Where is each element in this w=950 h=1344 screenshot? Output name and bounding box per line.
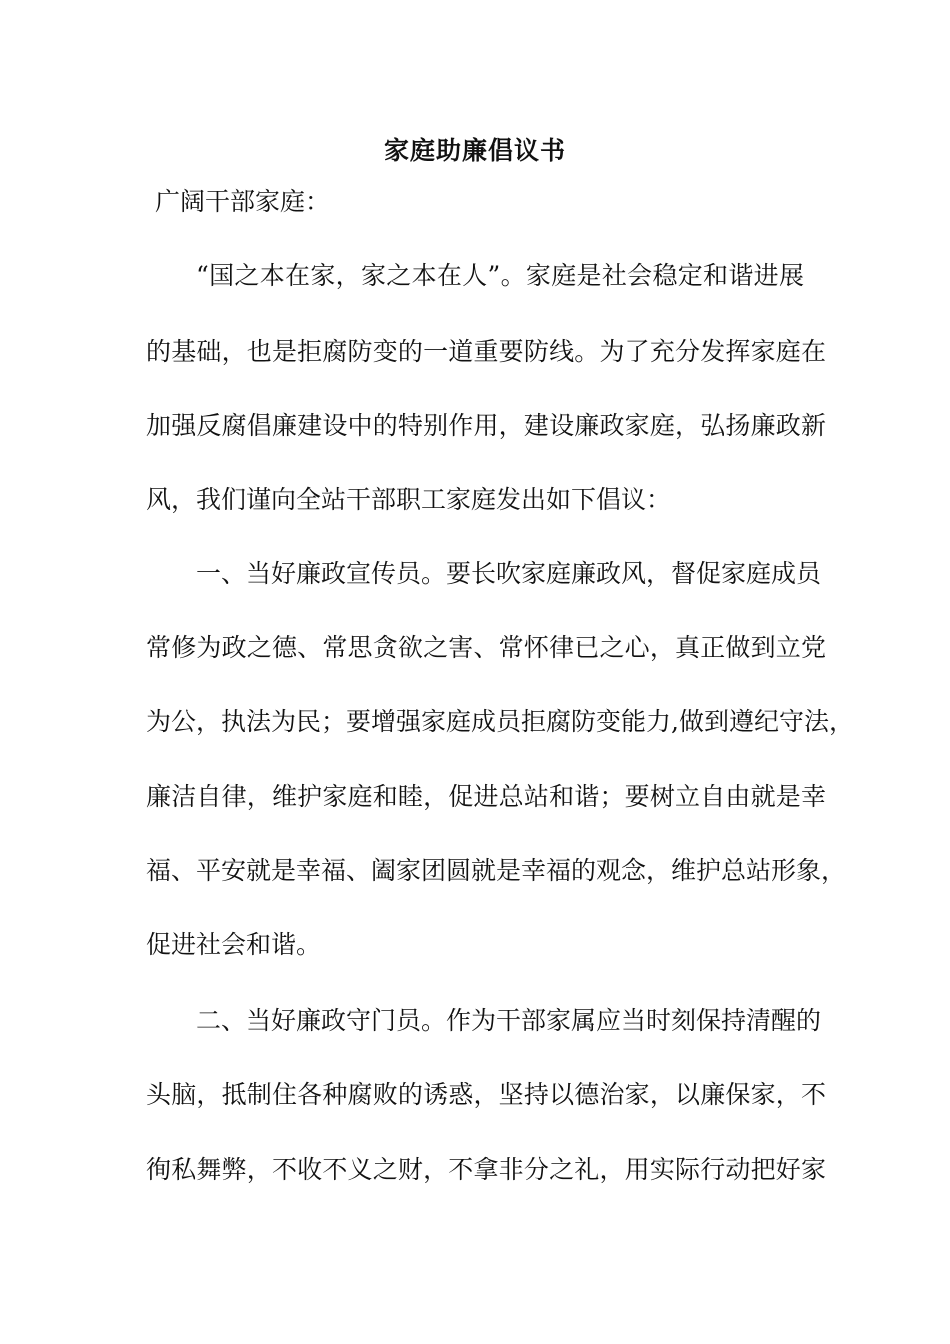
salutation: 广阔干部家庭：	[155, 187, 331, 216]
body-line-13: 徇私舞弊，不收不义之财，不拿非分之礼，用实际行动把好家	[146, 1155, 826, 1184]
body-line-5: 一、当好廉政宣传员。要长吹家庭廉政风，督促家庭成员	[196, 559, 822, 588]
body-line-8: 廉洁自律，维护家庭和睦，促进总站和谐；要树立自由就是幸	[146, 782, 826, 811]
body-line-7: 为公，执法为民；要增强家庭成员拒腐防变能力,做到遵纪守法，	[146, 707, 854, 736]
body-line-12: 头脑，抵制住各种腐败的诱惑，坚持以德治家，以廉保家，不	[146, 1080, 826, 1109]
body-line-6: 常修为政之德、常思贪欲之害、常怀律已之心，真正做到立党	[146, 633, 826, 662]
body-line-4: 风，我们谨向全站干部职工家庭发出如下倡议：	[146, 485, 672, 514]
body-line-1: “国之本在家，家之本在人”。家庭是社会稳定和谐进展	[196, 261, 804, 290]
document-title: 家庭助廉倡议书	[383, 136, 566, 165]
body-line-2: 的基础，也是拒腐防变的一道重要防线。为了充分发挥家庭在	[146, 337, 826, 366]
body-line-9: 福、平安就是幸福、阖家团圆就是幸福的观念，维护总站形象，	[146, 856, 847, 885]
body-line-10: 促进社会和谐。	[146, 930, 322, 959]
body-line-11: 二、当好廉政守门员。作为干部家属应当时刻保持清醒的	[196, 1006, 822, 1035]
body-line-3: 加强反腐倡廉建设中的特别作用，建设廉政家庭，弘扬廉政新	[146, 411, 826, 440]
